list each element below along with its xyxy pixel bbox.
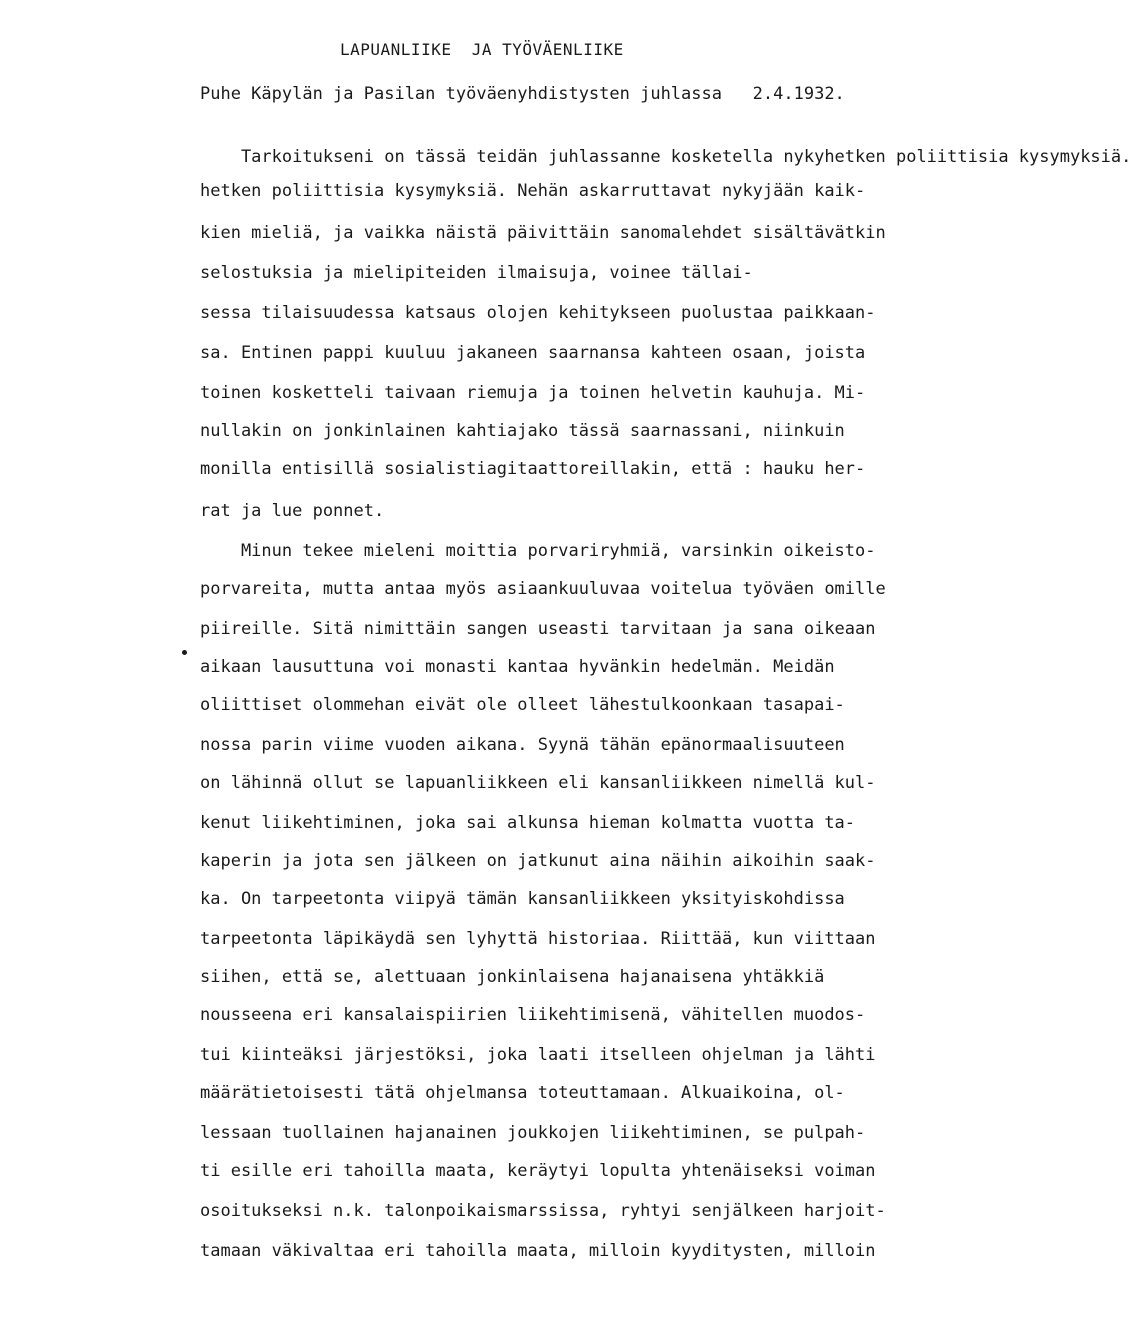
text-line: sessa tilaisuudessa katsaus olojen kehitykseen puolustaa paikkaan- [200,303,876,323]
document-subtitle: Puhe Käpylän ja Pasilan työväenyhdistysten juhlassa 2.4.1932. [200,84,845,104]
text-line: kenut liikehtiminen, joka sai alkunsa hieman kolmatta vuotta ta- [200,813,856,833]
text-line: selostuksia ja mielipiteiden ilmaisuja, voinee tällai- [200,263,753,283]
margin-mark [182,650,187,655]
text-line: monilla entisillä sosialistiagitaattoreillakin, että : hauku her- [200,459,866,479]
text-line: Tarkoitukseni on tässä teidän juhlassanne kosketella nykyhetken poliittisia kysymyksiä. [200,147,1131,167]
text-line: on lähinnä ollut se lapuanliikkeen eli kansanliikkeen nimellä kul- [200,773,876,793]
text-line: hetken poliittisia kysymyksiä. Nehän askarruttavat nykyjään kaik- [200,181,866,201]
text-line: nossa parin viime vuoden aikana. Syynä tähän epänormaalisuuteen [200,735,845,755]
text-line: lessaan tuollainen hajanainen joukkojen liikehtiminen, se pulpah- [200,1123,866,1143]
text-line: sa. Entinen pappi kuuluu jakaneen saarnansa kahteen osaan, joista [200,343,866,363]
document-title: LAPUANLIIKE JA TYÖVÄENLIIKE [340,40,624,59]
text-line: kien mieliä, ja vaikka näistä päivittäin sanomalehdet sisältävätkin [200,223,886,243]
text-line: osoitukseksi n.k. talonpoikaismarssissa, ryhtyi senjälkeen harjoit- [200,1201,886,1221]
text-line: rat ja lue ponnet. [200,501,385,521]
text-line: siihen, että se, alettuaan jonkinlaisena hajanaisena yhtäkkiä [200,967,825,987]
text-line: tamaan väkivaltaa eri tahoilla maata, milloin kyyditysten, milloin [200,1241,876,1261]
text-line: määrätietoisesti tätä ohjelmansa toteuttamaan. Alkuaikoina, ol- [200,1083,845,1103]
text-line: toinen kosketteli taivaan riemuja ja toinen helvetin kauhuja. Mi- [200,383,866,403]
text-line: tarpeetonta läpikäydä sen lyhyttä historiaa. Riittää, kun viittaan [200,929,876,949]
text-line: aikaan lausuttuna voi monasti kantaa hyvänkin hedelmän. Meidän [200,657,835,677]
text-line: piireille. Sitä nimittäin sangen useasti tarvitaan ja sana oikeaan [200,619,876,639]
text-line: kaperin ja jota sen jälkeen on jatkunut aina näihin aikoihin saak- [200,851,876,871]
text-line: tui kiinteäksi järjestöksi, joka laati itselleen ohjelman ja lähti [200,1045,876,1065]
text-line: oliittiset olommehan eivät ole olleet lähestulkoonkaan tasapai- [200,695,845,715]
text-line: porvareita, mutta antaa myös asiaankuuluvaa voitelua työväen omille [200,579,886,599]
text-line: Minun tekee mieleni moittia porvariryhmiä, varsinkin oikeisto- [200,541,876,561]
text-line: nousseena eri kansalaispiirien liikehtimisenä, vähitellen muodos- [200,1005,866,1025]
text-line: ti esille eri tahoilla maata, keräytyi lopulta yhtenäiseksi voiman [200,1161,876,1181]
text-line: nullakin on jonkinlainen kahtiajako tässä saarnassani, niinkuin [200,421,845,441]
text-line: ka. On tarpeetonta viipyä tämän kansanliikkeen yksityiskohdissa [200,889,845,909]
